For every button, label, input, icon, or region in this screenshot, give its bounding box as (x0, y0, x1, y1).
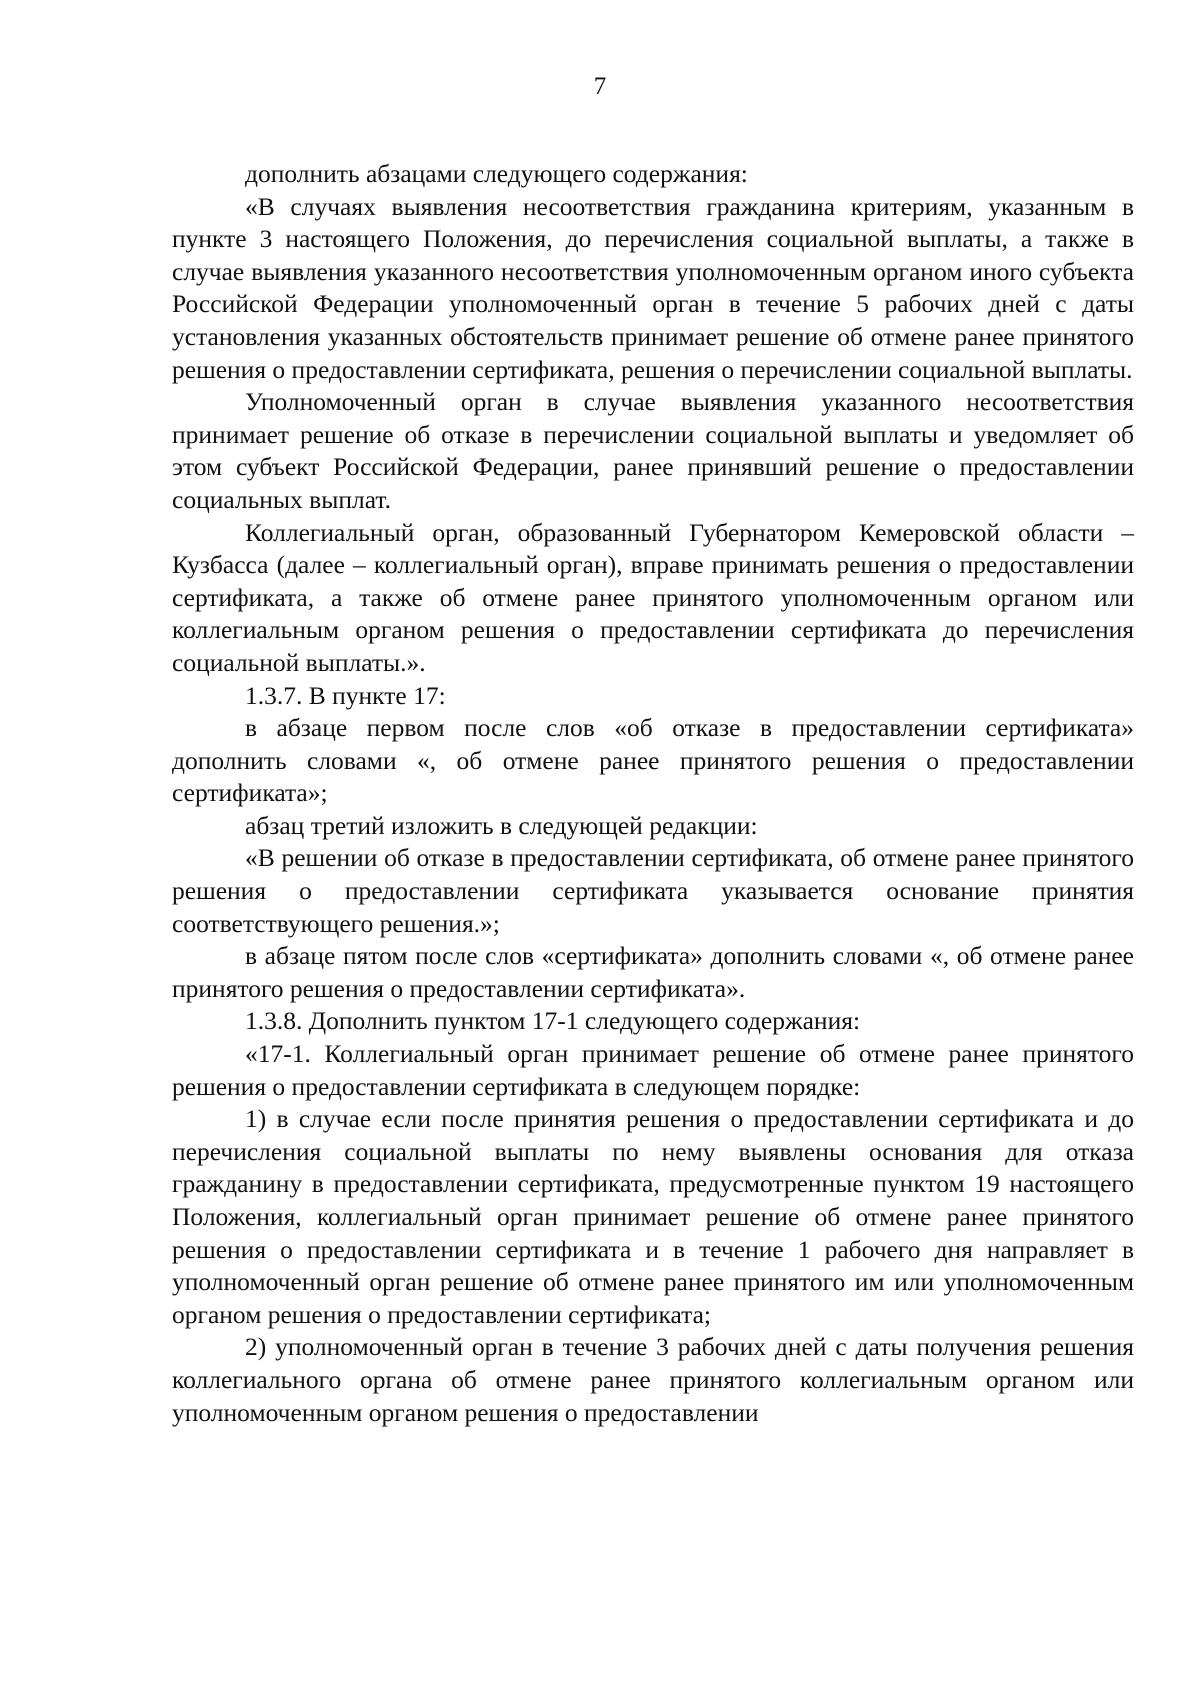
paragraph-fifth-abzac-amendment: в абзаце пятом после слов «сертификата» дополнить словами «, об отмене ранее принятого решения о предоставлении сертификата». (172, 941, 1134, 1003)
paragraph-item-2: 2) уполномоченный орган в течение 3 рабочих дней с даты получения решения коллегиального органа об отмене ранее принятого коллегиальным органом или уполномоченным органом решения о предоставлении (172, 1332, 1134, 1427)
paragraph-collegial-body: Коллегиальный орган, образованный Губернатором Кемеровской области – Кузбасса (далее – коллегиальный орган), вправе принимать решения о предоставлении сертификата, а также об отмене ранее принятого уполномоченным органом или коллегиальным органом решения о предоставлении сертификата до перечисления социальной выплаты.». (172, 517, 1134, 677)
paragraph-intro: дополнить абзацами следующего содержания: (245, 159, 748, 188)
paragraph-first-abzac-amendment: в абзаце первом после слов «об отказе в предоставлении сертификата» дополнить словами «, об отмене ранее принятого решения о предоставлении сертификата»; (172, 713, 1134, 808)
paragraph-third-abzac-text: «В решении об отказе в предоставлении сертификата, об отмене ранее принятого решения о предоставлении сертификата указывается основание принятия соответствующего решения.»; (172, 843, 1134, 938)
document-body (172, 158, 1134, 1429)
paragraph-item-1: 1) в случае если после принятия решения о предоставлении сертификата и до перечисления социальной выплаты по нему выявлены основания для отказа гражданину в предоставлении сертификата, предусмотренные пунктом 19 настоящего Положения, коллегиальный орган принимает решение об отмене ранее принятого решения о предоставлении сертификата и в течение 1 рабочего дня направляет в уполномоченный орган решение об отмене ранее принятого им или уполномоченным органом решения о предоставлении сертификата; (172, 1104, 1134, 1329)
paragraph-clause-1-3-7: 1.3.7. В пункте 17: (245, 680, 446, 710)
paragraph-cases-of-noncompliance: «В случаях выявления несоответствия гражданина критериям, указанным в пункте 3 настоящего Положения, до перечисления социальной выплаты, а также в случае выявления указанного несоответствия уполномоченным органом иного субъекта Российской Федерации уполномоченный орган в течение 5 рабочих дней с даты установления указанных обстоятельств принимает решение об отмене ранее принятого решения о предоставлении сертификата, решения о перечислении социальной выплаты. (172, 191, 1134, 384)
paragraph-third-abzac-heading: абзац третий изложить в следующей редакции: (245, 810, 758, 840)
page-number: 7 (593, 73, 607, 100)
paragraph-refusal-of-payment: Уполномоченный орган в случае выявления указанного несоответствия принимает решение об отказе в перечислении социальной выплаты и уведомляет об этом субъект Российской Федерации, ранее принявший решение о предоставлении социальных выплат. (172, 387, 1134, 514)
paragraph-clause-1-3-8: 1.3.8. Дополнить пунктом 17-1 следующего содержания: (245, 1006, 861, 1036)
paragraph-clause-17-1: «17-1. Коллегиальный орган принимает решение об отмене ранее принятого решения о предоставлении сертификата в следующем порядке: (172, 1039, 1134, 1101)
